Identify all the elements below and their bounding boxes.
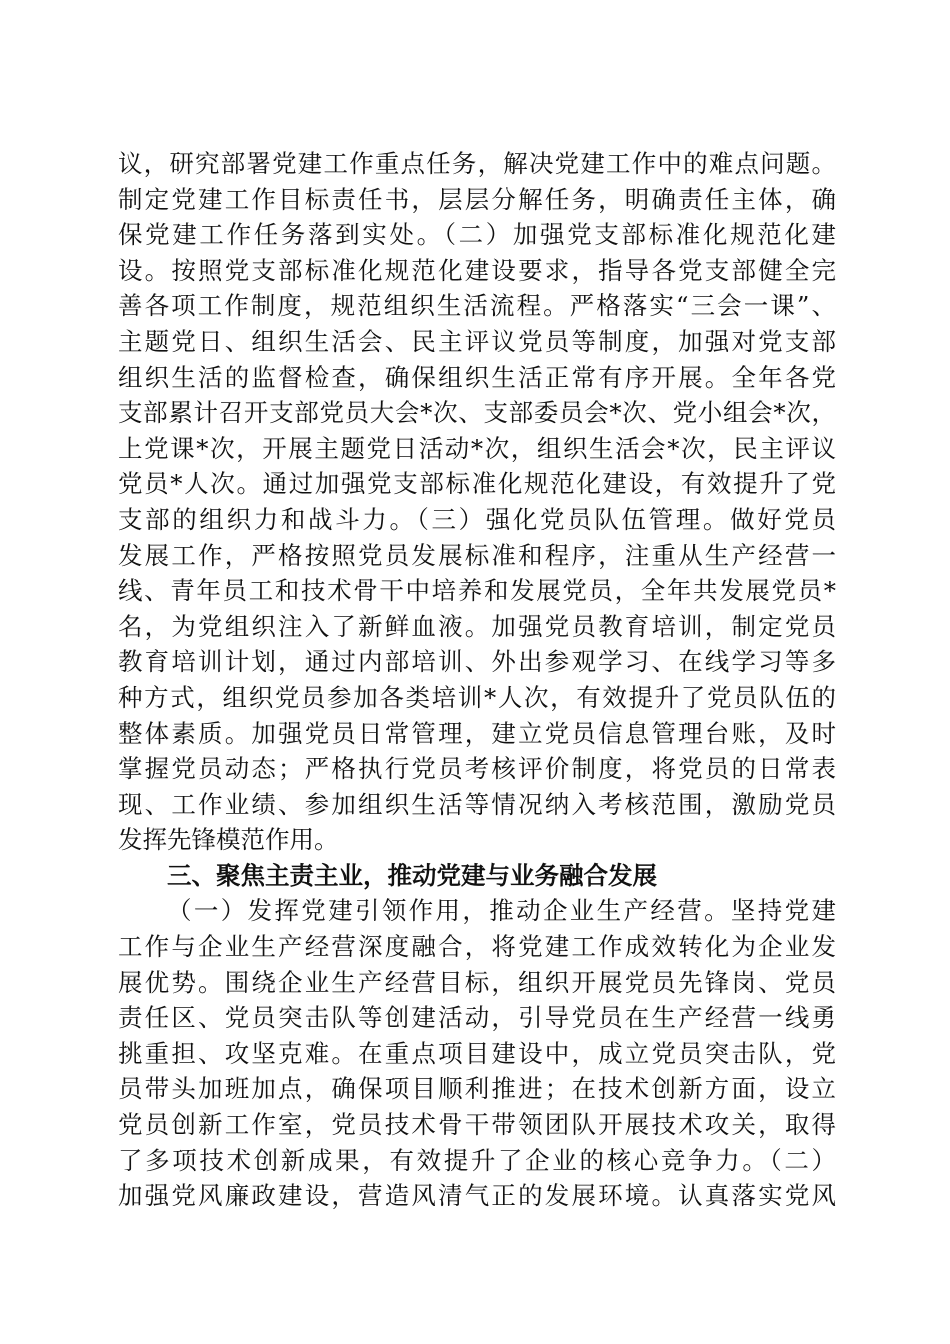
paragraph-line: 议，研究部署党建工作重点任务，解决党建工作中的难点问题。 bbox=[118, 149, 836, 178]
document-body bbox=[118, 146, 836, 1214]
paragraph-line: 展优势。围绕企业生产经营目标，组织开展党员先锋岗、党员 bbox=[118, 967, 836, 997]
paragraph-line: 发展工作，严格按照党员发展标准和程序，注重从生产经营一 bbox=[118, 540, 836, 570]
paragraph-line: 名，为党组织注入了新鲜血液。加强党员教育培训，制定党员 bbox=[118, 611, 836, 641]
paragraph-line: 责任区、党员突击队等创建活动，引导党员在生产经营一线勇 bbox=[118, 1003, 836, 1033]
paragraph-line: 保党建工作任务落到实处。（二）加强党支部标准化规范化建 bbox=[118, 220, 836, 250]
paragraph-line: 掌握党员动态；严格执行党员考核评价制度，将党员的日常表 bbox=[118, 754, 836, 784]
paragraph-line: 组织生活的监督检查，确保组织生活正常有序开展。全年各党 bbox=[118, 362, 836, 392]
paragraph-line: 党员创新工作室，党员技术骨干带领团队开展技术攻关，取得 bbox=[118, 1110, 836, 1140]
paragraph-line: 支部累计召开支部党员大会*次、支部委员会*次、党小组会*次， bbox=[118, 398, 836, 428]
paragraph-line: 发挥先锋模范作用。 bbox=[118, 825, 339, 855]
paragraph-line: 上党课*次，开展主题党日活动*次，组织生活会*次，民主评议 bbox=[118, 433, 836, 463]
paragraph-line: 教育培训计划，通过内部培训、外出参观学习、在线学习等多 bbox=[118, 647, 836, 677]
paragraph-line: 挑重担、攻坚克难。在重点项目建设中，成立党员突击队，党 bbox=[118, 1038, 836, 1068]
paragraph-line: 加强党风廉政建设，营造风清气正的发展环境。认真落实党风 bbox=[118, 1181, 836, 1211]
paragraph-line: 工作与企业生产经营深度融合，将党建工作成效转化为企业发 bbox=[118, 932, 836, 962]
paragraph-line: 制定党建工作目标责任书，层层分解任务，明确责任主体，确 bbox=[118, 184, 836, 214]
paragraph-line: （一）发挥党建引领作用，推动企业生产经营。坚持党建 bbox=[167, 896, 836, 926]
paragraph-line: 现、工作业绩、参加组织生活等情况纳入考核范围，激励党员 bbox=[118, 789, 836, 819]
paragraph-line: 种方式，组织党员参加各类培训*人次，有效提升了党员队伍的 bbox=[118, 682, 836, 712]
paragraph-line: 整体素质。加强党员日常管理，建立党员信息管理台账，及时 bbox=[118, 718, 836, 748]
paragraph-line: 支部的组织力和战斗力。（三）强化党员队伍管理。做好党员 bbox=[118, 504, 836, 534]
section-heading: 三、聚焦主责主业，推动党建与业务融合发展 bbox=[167, 860, 657, 890]
paragraph-line: 党员*人次。通过加强党支部标准化规范化建设，有效提升了党 bbox=[118, 469, 836, 499]
paragraph-line: 设。按照党支部标准化规范化建设要求，指导各党支部健全完 bbox=[118, 255, 836, 285]
paragraph-line: 了多项技术创新成果，有效提升了企业的核心竞争力。（二） bbox=[118, 1145, 836, 1175]
paragraph-line: 员带头加班加点，确保项目顺利推进；在技术创新方面，设立 bbox=[118, 1074, 836, 1104]
paragraph-line: 线、青年员工和技术骨干中培养和发展党员，全年共发展党员* bbox=[118, 576, 836, 606]
paragraph-line: 主题党日、组织生活会、民主评议党员等制度，加强对党支部 bbox=[118, 326, 836, 356]
paragraph-line: 善各项工作制度，规范组织生活流程。严格落实“三会一课”、 bbox=[118, 291, 836, 321]
